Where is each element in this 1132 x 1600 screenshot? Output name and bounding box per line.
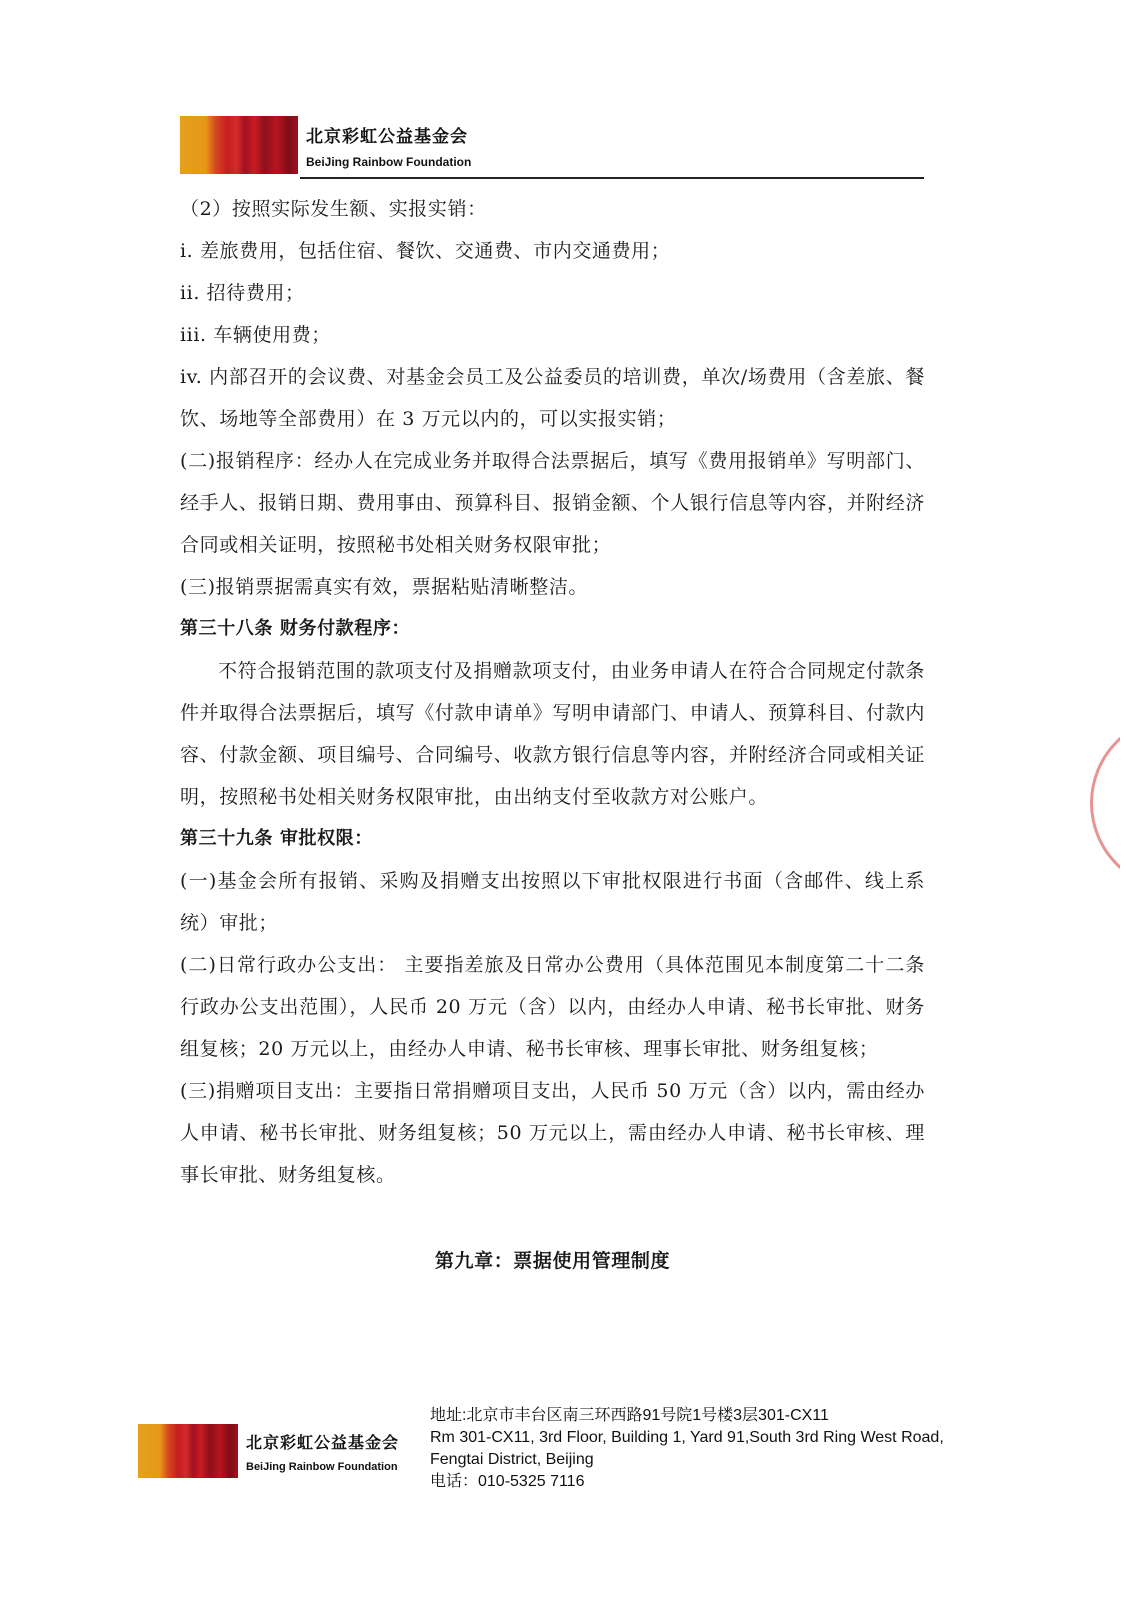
- header-logo: [180, 116, 471, 174]
- footer-phone: 电话：010-5325 7116: [430, 1473, 585, 1490]
- document-body: [180, 188, 925, 1282]
- list-item-meetings: iv. 内部召开的会议费、对基金会员工及公益委员的培训费，单次/场费用（含差旅、餐饮、场地等全部费用）在 3 万元以内的，可以实报实销；: [180, 366, 925, 430]
- list-item-travel: i. 差旅费用，包括住宿、餐饮、交通费、市内交通费用；: [180, 240, 671, 262]
- article-39-title: 第三十九条 审批权限：: [180, 828, 373, 849]
- article-38-title: 第三十八条 财务付款程序：: [180, 618, 411, 639]
- paragraph-reimburse-actual: （2）按照实际发生额、实报实销：: [180, 198, 487, 220]
- paragraph-receipts: (三)报销票据需真实有效，票据粘贴清晰整洁。: [180, 576, 589, 598]
- footer-logo: [138, 1424, 399, 1478]
- seal-stamp-edge-icon: [1090, 715, 1120, 885]
- footer-org-name-en: BeiJing Rainbow Foundation: [246, 1460, 398, 1473]
- paragraph-donation-expense: (三)捐赠项目支出：主要指日常捐赠项目支出，人民币 50 万元（含）以内，需由经办人申请、秘书长审批、财务组复核；50 万元以上，需由经办人申请、秘书长审核、理事长审批、财务组复核。: [180, 1080, 925, 1186]
- paragraph-reimburse-procedure: (二)报销程序：经办人在完成业务并取得合法票据后，填写《费用报销单》写明部门、经手人、报销日期、费用事由、预算科目、报销金额、个人银行信息等内容，并附经济合同或相关证明，按照秘书处相关财务权限审批；: [180, 450, 925, 556]
- footer-logo-stripes-icon: [138, 1424, 238, 1478]
- footer-address-en-1: Rm 301-CX11, 3rd Floor, Building 1, Yard 91,South 3rd Ring West Road,: [430, 1429, 944, 1446]
- footer-org-name-cn: 北京彩虹公益基金会: [246, 1432, 400, 1452]
- logo-stripes-icon: [180, 116, 298, 174]
- header-divider: [300, 177, 924, 179]
- list-item-hospitality: ii. 招待费用；: [180, 282, 305, 304]
- footer-address: [430, 1405, 990, 1493]
- article-38-body: 不符合报销范围的款项支付及捐赠款项支付，由业务申请人在符合合同规定付款条件并取得合法票据后，填写《付款申请单》写明申请部门、申请人、预算科目、付款内容、付款金额、项目编号、合同编号、收款方银行信息等内容，并附经济合同或相关证明，按照秘书处相关财务权限审批，由出纳支付至收款方对公账户。: [180, 660, 925, 808]
- chapter-9-title: 第九章：票据使用管理制度: [434, 1250, 671, 1272]
- paragraph-admin-expense: (二)日常行政办公支出： 主要指差旅及日常办公费用（具体范围见本制度第二十二条行政办公支出范围），人民币 20 万元（含）以内，由经办人申请、秘书长审批、财务组复核；20 万元以上，由经办人申请、秘书长审核、理事长审批、财务组复核；: [180, 954, 925, 1060]
- paragraph-approval-scope: (一)基金会所有报销、采购及捐赠支出按照以下审批权限进行书面（含邮件、线上系统）审批；: [180, 870, 925, 934]
- header-org-name-en: BeiJing Rainbow Foundation: [306, 154, 472, 169]
- list-item-vehicle: iii. 车辆使用费；: [180, 324, 331, 346]
- footer-address-cn: 地址:北京市丰台区南三环西路91号院1号楼3层301-CX11: [430, 1407, 829, 1424]
- header-org-name-cn: 北京彩虹公益基金会: [306, 126, 468, 147]
- footer-address-en-2: Fengtai District, Beijing: [430, 1451, 594, 1468]
